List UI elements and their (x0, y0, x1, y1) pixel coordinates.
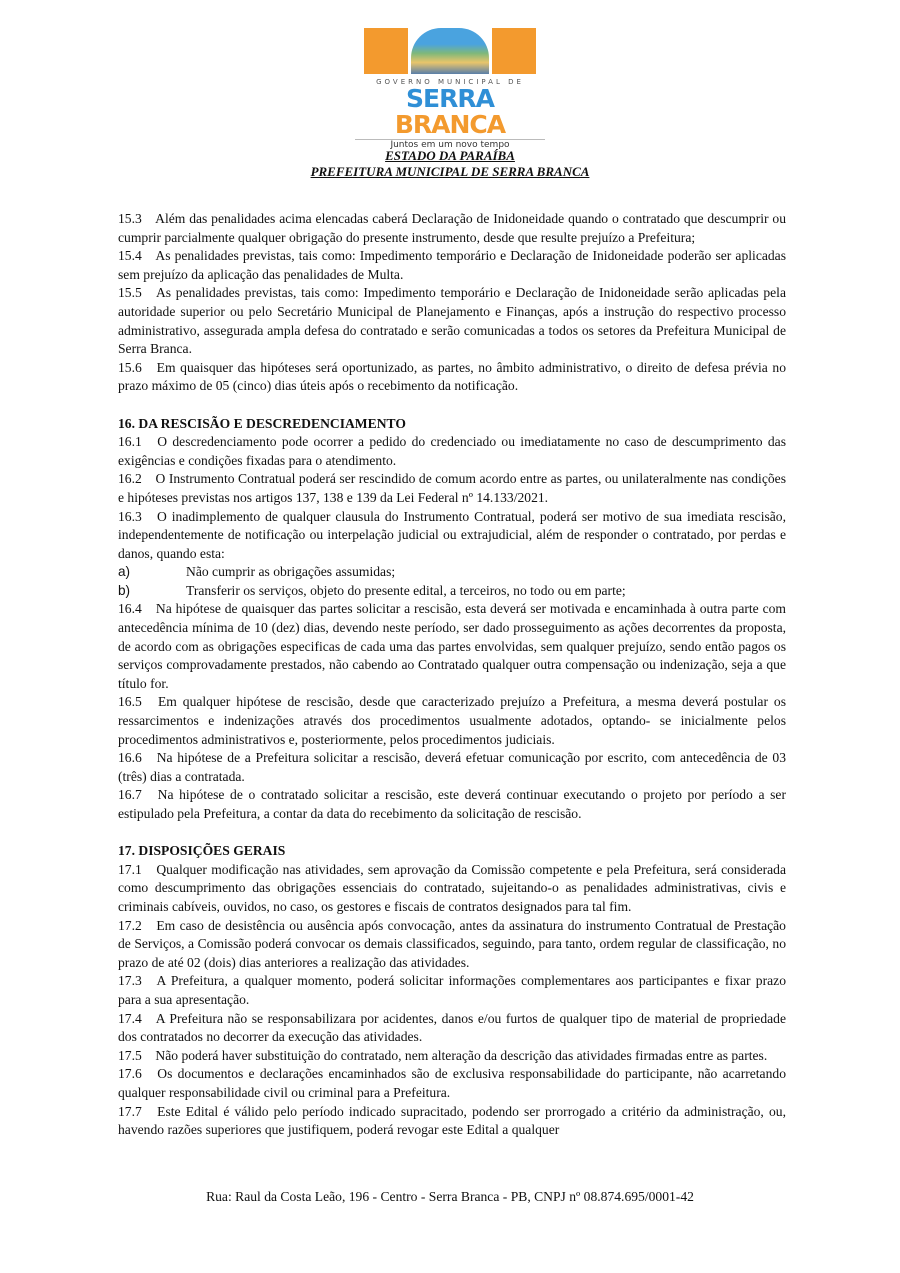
page-footer-address: Rua: Raul da Costa Leão, 196 - Centro - Serra Branca - PB, CNPJ nº 08.874.695/0001-42 (206, 1189, 694, 1204)
clause-number: 16.5 (118, 694, 142, 710)
clause-15-4 (118, 247, 786, 284)
clause-number: 16.2 (118, 471, 142, 487)
clause-text: Qualquer modificação nas atividades, sem aprovação da Comissão competente e pela Prefeitura, será considerada como descumprimento das obrigações essenciais do contratado, sujeitando-o as penalidades administrativas, civis e criminais cabíveis, ouvidos, no caso, os gestores e fiscais de contratos designados para tal fim. (118, 861, 786, 914)
clause-text: As penalidades previstas, tais como: Impedimento temporário e Declaração de Inidoneidade serão aplicadas pela autoridade superior ou pelo Secretário Municipal de Planejamento e Finanças, após a instrução do respectivo processo administrativo, assegurada ampla defesa do contratado e serão comunicadas a todos os setores da Prefeitura Municipal de Serra Branca. (118, 285, 786, 357)
clause-text: Em quaisquer das hipóteses será oportunizado, as partes, no âmbito administrativo, o direito de defesa prévia no prazo máximo de 05 (cinco) dias úteis após o recebimento da notificação. (118, 359, 786, 394)
clause-text: Os documentos e declarações encaminhados são de exclusiva responsabilidade do participante, não acarretando qualquer responsabilidade civil ou criminal para a Prefeitura. (118, 1066, 786, 1100)
state-heading: ESTADO DA PARAÍBA (385, 148, 515, 163)
section-17-heading: 17. DISPOSIÇÕES GERAIS (118, 843, 286, 859)
clause-17-7 (118, 1103, 786, 1140)
city-image (411, 28, 489, 74)
clause-number: 17.3 (118, 973, 142, 989)
clause-number: 16.6 (118, 750, 142, 766)
clause-text: Na hipótese de quaisquer das partes solicitar a rescisão, esta deverá ser motivada e encaminhada à outra parte com antecedência mínima de 10 (dez) dias, devendo neste período, ser dado prosseguimento as ações decorrentes da proposta, de acordo com as obrigações especificas de cada uma das partes envolvidas, sem qualquer prejuízo, sendo então pagos os serviços comprovadamente prestados, não cabendo ao Contratado qualquer outra compensação ou indenização, seja a que título for. (118, 601, 786, 691)
clause-number: 15.6 (118, 359, 142, 375)
list-marker: b) (118, 582, 131, 598)
clause-16-5 (118, 693, 786, 749)
clause-text: Não poderá haver substituição do contratado, nem alteração da descrição das atividades firmadas entre as partes. (155, 1047, 768, 1063)
clause-number: 15.3 (118, 211, 142, 226)
clause-17-4 (118, 1010, 786, 1047)
clause-17-6 (118, 1065, 786, 1102)
clause-15-6 (118, 359, 786, 396)
clause-number: 15.4 (118, 248, 142, 264)
logo-brand-branca: BRANCA (394, 110, 506, 139)
clause-16-3 (118, 508, 786, 564)
clause-number: 17.1 (118, 861, 142, 877)
clause-number: 17.2 (118, 917, 142, 933)
clause-17-5 (118, 1047, 786, 1066)
clause-15-3 (118, 210, 786, 247)
clause-text: Em caso de desistência ou ausência após convocação, antes da assinatura do instrumento Contratual de Prestação de Serviços, a Comissão poderá convocar os demais classificados, seguindo, para tanto, ordem regular de classificação, no prazo de até 02 (dois) dias anteriores a realização das atividades. (118, 917, 786, 970)
clause-text: A Prefeitura, a qualquer momento, poderá solicitar informações complementares aos participantes e fixar prazo para a sua apresentação. (118, 973, 786, 1007)
list-text: Transferir os serviços, objeto do presente edital, a terceiros, no todo ou em parte; (186, 582, 626, 598)
clause-number: 16.1 (118, 434, 142, 450)
clause-number: 17.6 (118, 1066, 142, 1082)
cactus-image (492, 28, 536, 74)
clause-16-4 (118, 600, 786, 693)
logo-pictures (350, 28, 550, 74)
clause-text: Além das penalidades acima elencadas caberá Declaração de Inidoneidade quando o contratado que descumprir ou cumprir parcialmente qualquer obrigação do presente instrumento, desde que resulte prejuízo a Prefeitura; (118, 211, 786, 245)
municipality-logo (350, 28, 550, 148)
clause-17-2 (118, 917, 786, 973)
clause-text: As penalidades previstas, tais como: Impedimento temporário e Declaração de Inidoneidade poderão ser aplicadas sem prejuízo da aplicação das penalidades de Multa. (118, 248, 787, 282)
list-marker: a) (118, 564, 131, 580)
clause-text: O inadimplemento de qualquer clausula do Instrumento Contratual, poderá ser motivo de sua imediata rescisão, independentemente de notificação ou interpelação judicial ou extrajudicial, além de responder o contratado, por perdas e danos, quando esta: (118, 508, 787, 561)
clause-text: Na hipótese de o contratado solicitar a rescisão, este deverá continuar executando o projeto por período a ser estipulado pela Prefeitura, a contar da data do recebimento da solicitação de rescisão. (118, 787, 786, 821)
clause-17-1 (118, 861, 786, 917)
list-text: Não cumprir as obrigações assumidas; (186, 564, 396, 580)
clause-16-7 (118, 786, 786, 823)
clause-number: 16.4 (118, 601, 142, 617)
logo-brand-serra: SERRA (406, 84, 494, 113)
clause-15-5 (118, 284, 786, 358)
clause-text: Em qualquer hipótese de rescisão, desde que caracterizado prejuízo a Prefeitura, a mesma deverá postular os ressarcimentos e indenizações através dos procedimentos usualmente adotados, optando- se inicialmente pelos procedimentos administrativos e, posteriormente, pelos procedimentos judiciais. (118, 694, 786, 747)
clause-16-1 (118, 433, 786, 470)
clause-text: Na hipótese de a Prefeitura solicitar a rescisão, deverá efetuar comunicação por escrito, com antecedência de 03 (três) dias a contratada. (118, 750, 787, 784)
clause-text: A Prefeitura não se responsabilizara por acidentes, danos e/ou furtos de qualquer tipo de material de propriedade dos contratados no decorrer da execução das atividades. (118, 1010, 786, 1045)
clause-number: 17.5 (118, 1047, 142, 1063)
clause-number: 17.7 (118, 1103, 142, 1119)
clause-number: 17.4 (118, 1010, 142, 1026)
page-header (0, 28, 900, 180)
clause-16-6 (118, 749, 786, 786)
clause-number: 16.3 (118, 508, 142, 524)
logo-gov-text: GOVERNO MUNICIPAL DE (376, 78, 524, 86)
clause-text: Este Edital é válido pelo período indicado supracitado, podendo ser prorrogado a critério da administração, ou, havendo razões superiores que justifiquem, poderá revogar este Edital a qualquer (118, 1103, 786, 1138)
logo-brand (350, 86, 550, 138)
section-16-heading: 16. DA RESCISÃO E DESCREDENCIAMENTO (118, 415, 406, 431)
clause-text: O descredenciamento pode ocorrer a pedido do credenciado ou imediatamente no caso de descumprimento das exigências e condições fixadas para o atendimento. (118, 434, 786, 468)
clause-number: 16.7 (118, 787, 142, 803)
logo-slogan: Juntos em um novo tempo (390, 140, 510, 150)
clause-number: 15.5 (118, 285, 142, 301)
prefeitura-heading: PREFEITURA MUNICIPAL DE SERRA BRANCA (310, 164, 590, 179)
clause-17-3 (118, 972, 786, 1009)
list-item-a (118, 563, 786, 582)
list-item-b (118, 582, 786, 601)
clause-text: O Instrumento Contratual poderá ser rescindido de comum acordo entre as partes, ou unilateralmente nas condições e hipóteses previstas nos artigos 137, 138 e 139 da Lei Federal nº 14.133/2021. (118, 471, 786, 505)
document-body (118, 210, 786, 1140)
clause-16-2 (118, 470, 786, 507)
church-image (364, 28, 408, 74)
